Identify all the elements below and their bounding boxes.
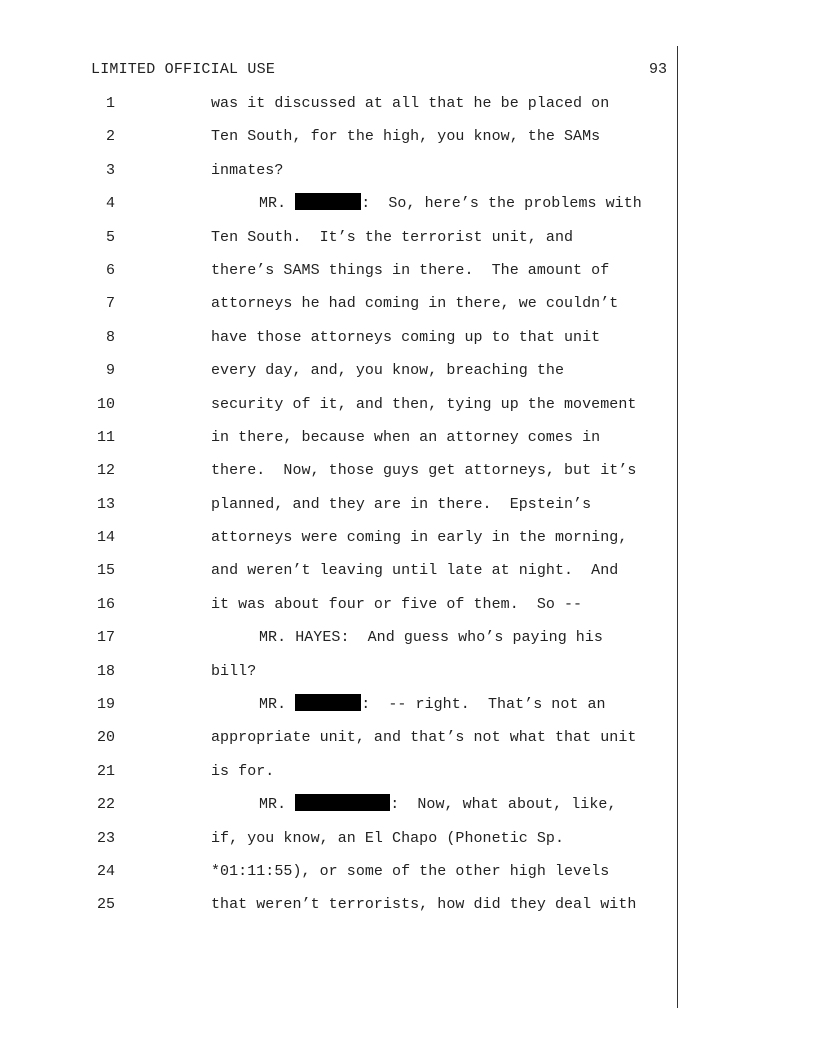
transcript-line — [0, 725, 816, 758]
line-text: was it discussed at all that he be placed on — [211, 95, 610, 112]
transcript-line — [0, 392, 816, 425]
line-text: that weren’t terrorists, how did they deal with — [211, 896, 637, 914]
speaker-statement: : So, here’s the problems with — [361, 195, 642, 213]
line-text: and weren’t leaving until late at night. And — [211, 562, 619, 580]
line-text: Ten South, for the high, you know, the SAMs — [211, 128, 601, 146]
transcript-line — [0, 425, 816, 458]
line-text: appropriate unit, and that’s not what that unit — [211, 729, 637, 747]
transcript-line — [0, 525, 816, 558]
line-text: inmates? — [211, 161, 284, 179]
line-number: 18 — [96, 662, 115, 680]
speaker-line-text — [259, 792, 617, 817]
line-text: attorneys were coming in early in the morning, — [211, 529, 628, 547]
line-number: 17 — [96, 629, 115, 647]
redaction-box — [295, 694, 361, 711]
speaker-line-text — [259, 692, 606, 717]
transcript-line — [0, 792, 816, 825]
line-number: 23 — [96, 829, 115, 847]
line-number: 9 — [105, 362, 115, 380]
speaker-title: MR. — [259, 195, 287, 213]
transcript-line — [0, 258, 816, 291]
speaker-statement: : -- right. That’s not an — [361, 696, 606, 714]
line-number: 2 — [105, 128, 115, 146]
transcript-line — [0, 124, 816, 157]
line-number: 5 — [105, 228, 115, 246]
line-number: 10 — [96, 395, 115, 413]
line-number: 20 — [96, 729, 115, 747]
line-number: 19 — [96, 696, 115, 714]
line-text: Ten South. It’s the terrorist unit, and — [211, 228, 574, 246]
line-number: 8 — [105, 328, 115, 346]
line-text: bill? — [211, 662, 257, 680]
speaker-title: MR. — [259, 696, 287, 714]
line-number: 22 — [96, 796, 115, 814]
transcript-line — [0, 458, 816, 491]
line-number: 14 — [96, 529, 115, 547]
transcript-line — [0, 892, 816, 925]
line-number: 12 — [96, 462, 115, 480]
line-text: in there, because when an attorney comes in — [211, 428, 601, 446]
transcript-line — [0, 358, 816, 391]
transcript-line — [0, 91, 816, 124]
line-text: is for. — [211, 762, 275, 780]
transcript-body — [0, 91, 816, 926]
line-number: 13 — [96, 495, 115, 513]
line-text: there’s SAMS things in there. The amount of — [211, 261, 610, 279]
line-text: if, you know, an El Chapo (Phonetic Sp. — [211, 829, 565, 847]
transcript-line — [0, 291, 816, 324]
line-number: 4 — [105, 195, 115, 213]
speaker-title: MR. — [259, 796, 287, 814]
page-number: 93 — [648, 61, 667, 78]
line-number: 16 — [96, 595, 115, 613]
transcript-line — [0, 158, 816, 191]
transcript-line — [0, 659, 816, 692]
line-text: planned, and they are in there. Epstein’s — [211, 495, 592, 513]
line-number: 25 — [96, 896, 115, 914]
line-number: 1 — [105, 95, 115, 112]
speaker-statement: : Now, what about, like, — [390, 796, 617, 814]
page-header — [91, 60, 667, 80]
line-number: 7 — [105, 295, 115, 313]
line-text: have those attorneys coming up to that unit — [211, 328, 601, 346]
transcript-line — [0, 692, 816, 725]
line-text: *01:11:55), or some of the other high levels — [211, 862, 610, 880]
redaction-box — [295, 193, 361, 210]
transcript-line — [0, 558, 816, 591]
classification-marking: LIMITED OFFICIAL USE — [91, 61, 276, 78]
transcript-line — [0, 826, 816, 859]
transcript-line — [0, 625, 816, 658]
transcript-line — [0, 759, 816, 792]
line-number: 11 — [96, 428, 115, 446]
redaction-box — [295, 794, 390, 811]
line-text: there. Now, those guys get attorneys, but it’s — [211, 462, 637, 480]
line-number: 3 — [105, 161, 115, 179]
transcript-line — [0, 859, 816, 892]
speaker-line-text — [259, 191, 642, 216]
line-text: security of it, and then, tying up the movement — [211, 395, 637, 413]
line-text: it was about four or five of them. So -- — [211, 595, 583, 613]
line-text: attorneys he had coming in there, we couldn’t — [211, 295, 619, 313]
line-text: every day, and, you know, breaching the — [211, 362, 565, 380]
line-number: 15 — [96, 562, 115, 580]
line-number: 21 — [96, 762, 115, 780]
line-number: 6 — [105, 261, 115, 279]
transcript-line — [0, 492, 816, 525]
transcript-line — [0, 225, 816, 258]
speaker-line-text: MR. HAYES: And guess who’s paying his — [259, 629, 603, 647]
transcript-line — [0, 592, 816, 625]
transcript-line — [0, 191, 816, 224]
transcript-line — [0, 325, 816, 358]
line-number: 24 — [96, 862, 115, 880]
